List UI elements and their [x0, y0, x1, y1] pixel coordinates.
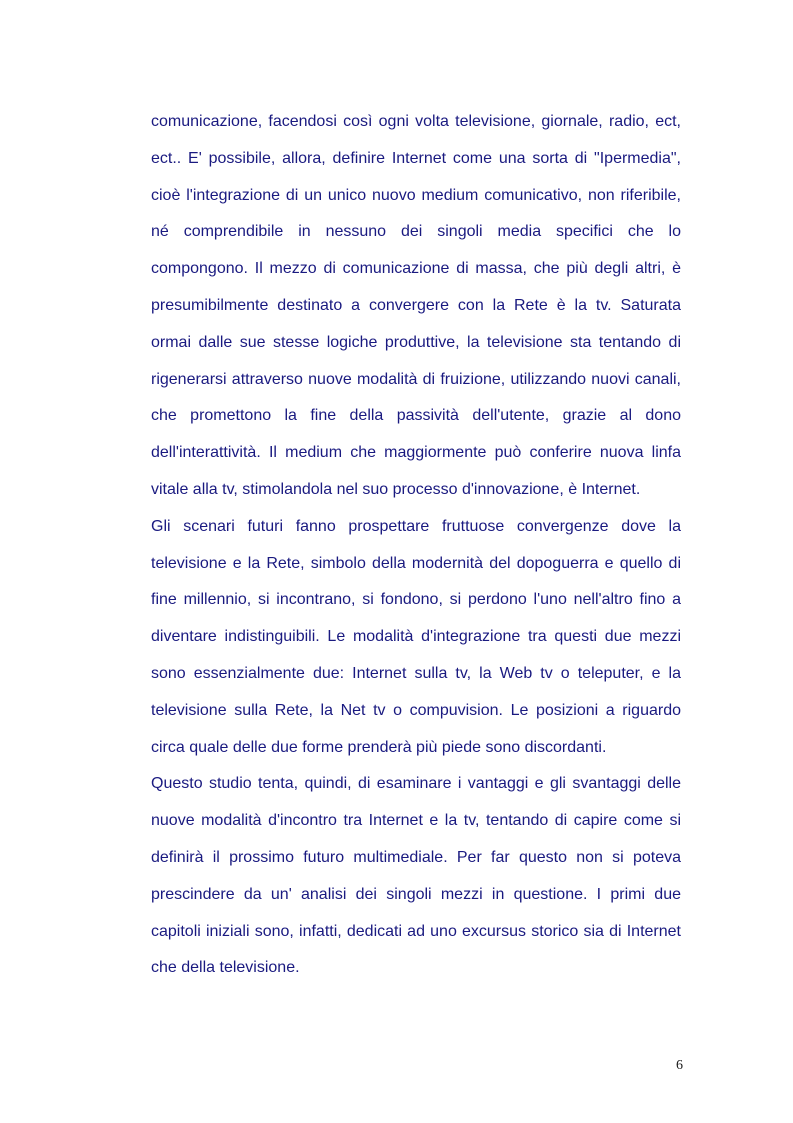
text-line: prescindere da un' analisi dei singoli mezzi in questione. I primi due	[151, 885, 681, 903]
page-number: 6	[676, 1058, 683, 1073]
text-line: ect.. E' possibile, allora, definire Internet come una sorta di "Ipermedia",	[151, 149, 681, 167]
text-line: Questo studio tenta, quindi, di esaminare i vantaggi e gli svantaggi delle	[151, 775, 681, 793]
text-line: vitale alla tv, stimolandola nel suo processo d'innovazione, è Internet.	[151, 480, 641, 498]
text-line: capitoli iniziali sono, infatti, dedicati ad uno excursus storico sia di Internet	[151, 922, 681, 940]
text-line: circa quale delle due forme prenderà più piede sono discordanti.	[151, 738, 607, 756]
text-line: fine millennio, si incontrano, si fondono, si perdono l'uno nell'altro fino a	[151, 591, 681, 609]
text-line: né comprendibile in nessuno dei singoli media specifici che lo	[151, 223, 681, 241]
text-line: cioè l'integrazione di un unico nuovo medium comunicativo, non riferibile,	[151, 186, 681, 204]
text-line: definirà il prossimo futuro multimediale. Per far questo non si poteva	[151, 848, 681, 866]
text-line: Gli scenari futuri fanno prospettare fruttuose convergenze dove la	[151, 517, 681, 535]
text-line: ormai dalle sue stesse logiche produttive, la televisione sta tentando di	[151, 333, 681, 351]
text-line: che della televisione.	[151, 959, 300, 977]
text-line: comunicazione, facendosi così ogni volta televisione, giornale, radio, ect,	[151, 113, 681, 130]
text-line: presumibilmente destinato a convergere con la Rete è la tv. Saturata	[151, 296, 681, 314]
text-line: dell'interattività. Il medium che maggiormente può conferire nuova linfa	[151, 444, 681, 462]
text-line: rigenerarsi attraverso nuove modalità di fruizione, utilizzando nuovi canali,	[151, 370, 681, 388]
body-text	[151, 104, 681, 987]
text-line: compongono. Il mezzo di comunicazione di massa, che più degli altri, è	[151, 260, 681, 278]
text-line: televisione sulla Rete, la Net tv o compuvision. Le posizioni a riguardo	[151, 701, 681, 719]
text-line: nuove modalità d'incontro tra Internet e la tv, tentando di capire come si	[151, 812, 681, 830]
text-line: che promettono la fine della passività dell'utente, grazie al dono	[151, 407, 681, 425]
text-line: sono essenzialmente due: Internet sulla tv, la Web tv o teleputer, e la	[151, 664, 681, 682]
text-line: televisione e la Rete, simbolo della modernità del dopoguerra e quello di	[151, 554, 681, 572]
text-line: diventare indistinguibili. Le modalità d'integrazione tra questi due mezzi	[151, 628, 681, 646]
